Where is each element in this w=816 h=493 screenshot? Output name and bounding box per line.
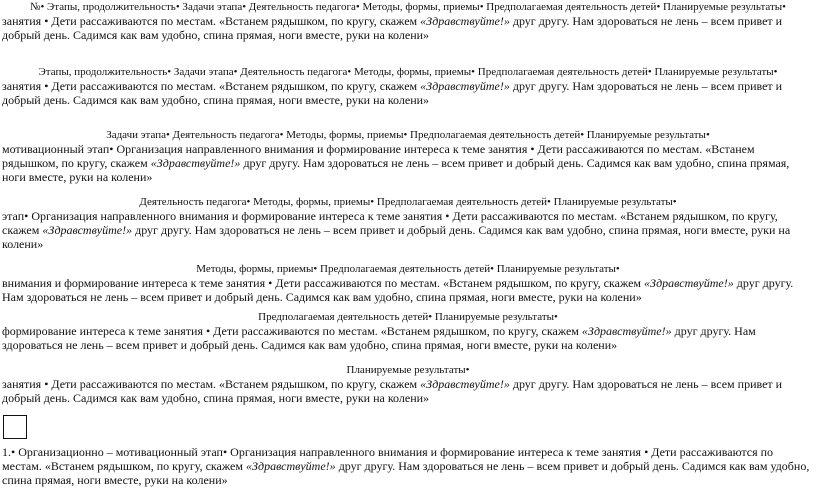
block-1-body-before: занятия • Дети рассаживаются по местам. «Встанем рядышком, по кругу, скажем	[2, 14, 421, 28]
text-block-5	[0, 263, 812, 304]
block-4-body-after: друг другу. Нам здороваться не лень – всем привет и добрый день. Садимся как вам удобно, спина прямая, ноги вместе, руки на колени»	[2, 223, 791, 251]
block-4-body	[0, 209, 816, 251]
block-6-body	[0, 324, 816, 352]
block-4-body-italic: «Здравствуйте!»	[42, 223, 133, 237]
block-4-header: Деятельность педагога• Методы, формы, приемы• Предполагаемая деятельность детей• Планируемые результаты•	[139, 196, 677, 208]
block-5-body-before: внимания и формирование интереса к теме занятия • Дети рассаживаются по местам. «Встанем рядышком, по кругу, скажем	[2, 276, 645, 290]
final-body-after: друг другу. Нам здороваться не лень – всем привет и добрый день. Садимся как вам удобно, спина прямая, ноги вместе, руки на колени»	[2, 459, 810, 487]
block-2-body-italic: «Здравствуйте!»	[420, 79, 510, 93]
block-6-body-italic: «Здравствуйте!»	[581, 324, 672, 338]
block-1-body-italic: «Здравствуйте!»	[420, 14, 510, 28]
text-block-6	[0, 311, 812, 352]
block-6-body-before: формирование интереса к теме занятия • Дети рассаживаются по местам. «Встанем рядышком, по кругу, скажем	[2, 324, 582, 338]
block-7-body	[0, 377, 816, 405]
block-3-body-after: друг другу. Нам здороваться не лень – всем привет и добрый день. Садимся как вам удобно, спина прямая, ноги вместе, руки на колени»	[2, 156, 790, 184]
text-block-4	[0, 196, 812, 251]
block-5-body-after: друг другу. Нам здороваться не лень – всем привет и добрый день. Садимся как вам удобно, спина прямая, ноги вместе, руки на колени»	[2, 276, 794, 304]
text-block-7	[0, 364, 812, 405]
block-6-body-after: друг другу. Нам здороваться не лень – всем привет и добрый день. Садимся как вам удобно, спина прямая, ноги вместе, руки на колени»	[2, 324, 756, 352]
block-4-body-before: этап• Организация направленного внимания и формирование интереса к теме занятия • Дети рассаживаются по местам. «Встанем рядышком, по кругу, скажем	[2, 209, 778, 237]
final-body-before: 1.• Организационно – мотивационный этап• Организация направленного внимания и формирование интереса к теме занятия • Дети рассаживаются по местам. «Встанем рядышком, по кругу, скажем	[2, 445, 774, 473]
block-2-body-after: друг другу. Нам здороваться не лень – всем привет и добрый день. Садимся как вам удобно, спина прямая, ноги вместе, руки на колени»	[2, 79, 783, 107]
block-5-body	[0, 276, 816, 304]
table-cell-box[interactable]	[3, 415, 27, 439]
block-5-header: Методы, формы, приемы• Предполагаемая деятельность детей• Планируемые результаты•	[196, 263, 620, 275]
text-block-final	[0, 445, 812, 487]
block-6-header: Предполагаемая деятельность детей• Планируемые результаты•	[258, 311, 558, 323]
text-block-1	[0, 1, 812, 42]
block-3-body-before: мотивационный этап• Организация направленного внимания и формирование интереса к теме занятия • Дети рассаживаются по местам. «Встанем рядышком, по кругу, скажем	[2, 142, 755, 170]
block-7-body-italic: «Здравствуйте!»	[420, 377, 510, 391]
block-1-body	[0, 14, 816, 42]
block-7-header: Планируемые результаты•	[346, 364, 470, 376]
text-block-2	[0, 66, 812, 107]
block-3-body	[0, 142, 816, 184]
block-2-header: Этапы, продолжительность• Задачи этапа• Деятельность педагога• Методы, формы, приемы• Предполагаемая деятельность детей• Планируемые результаты•	[38, 66, 778, 78]
block-2-body-before: занятия • Дети рассаживаются по местам. «Встанем рядышком, по кругу, скажем	[2, 79, 421, 93]
block-7-body-before: занятия • Дети рассаживаются по местам. «Встанем рядышком, по кругу, скажем	[2, 377, 421, 391]
block-3-header: Задачи этапа• Деятельность педагога• Методы, формы, приемы• Предполагаемая деятельность детей• Планируемые результаты•	[106, 129, 710, 141]
text-block-3	[0, 129, 812, 184]
block-7-body-after: друг другу. Нам здороваться не лень – всем привет и добрый день. Садимся как вам удобно, спина прямая, ноги вместе, руки на колени»	[2, 377, 783, 405]
block-5-body-italic: «Здравствуйте!»	[644, 276, 734, 290]
block-2-body	[0, 79, 816, 107]
final-body-italic: «Здравствуйте!»	[245, 459, 336, 473]
final-body	[0, 445, 816, 487]
block-3-body-italic: «Здравствуйте!»	[150, 156, 241, 170]
block-1-header: №• Этапы, продолжительность• Задачи этапа• Деятельность педагога• Методы, формы, приемы• Предполагаемая деятельность детей• Планируемые результаты•	[29, 1, 787, 13]
block-1-body-after: друг другу. Нам здороваться не лень – всем привет и добрый день. Садимся как вам удобно, спина прямая, ноги вместе, руки на колени»	[2, 14, 783, 42]
